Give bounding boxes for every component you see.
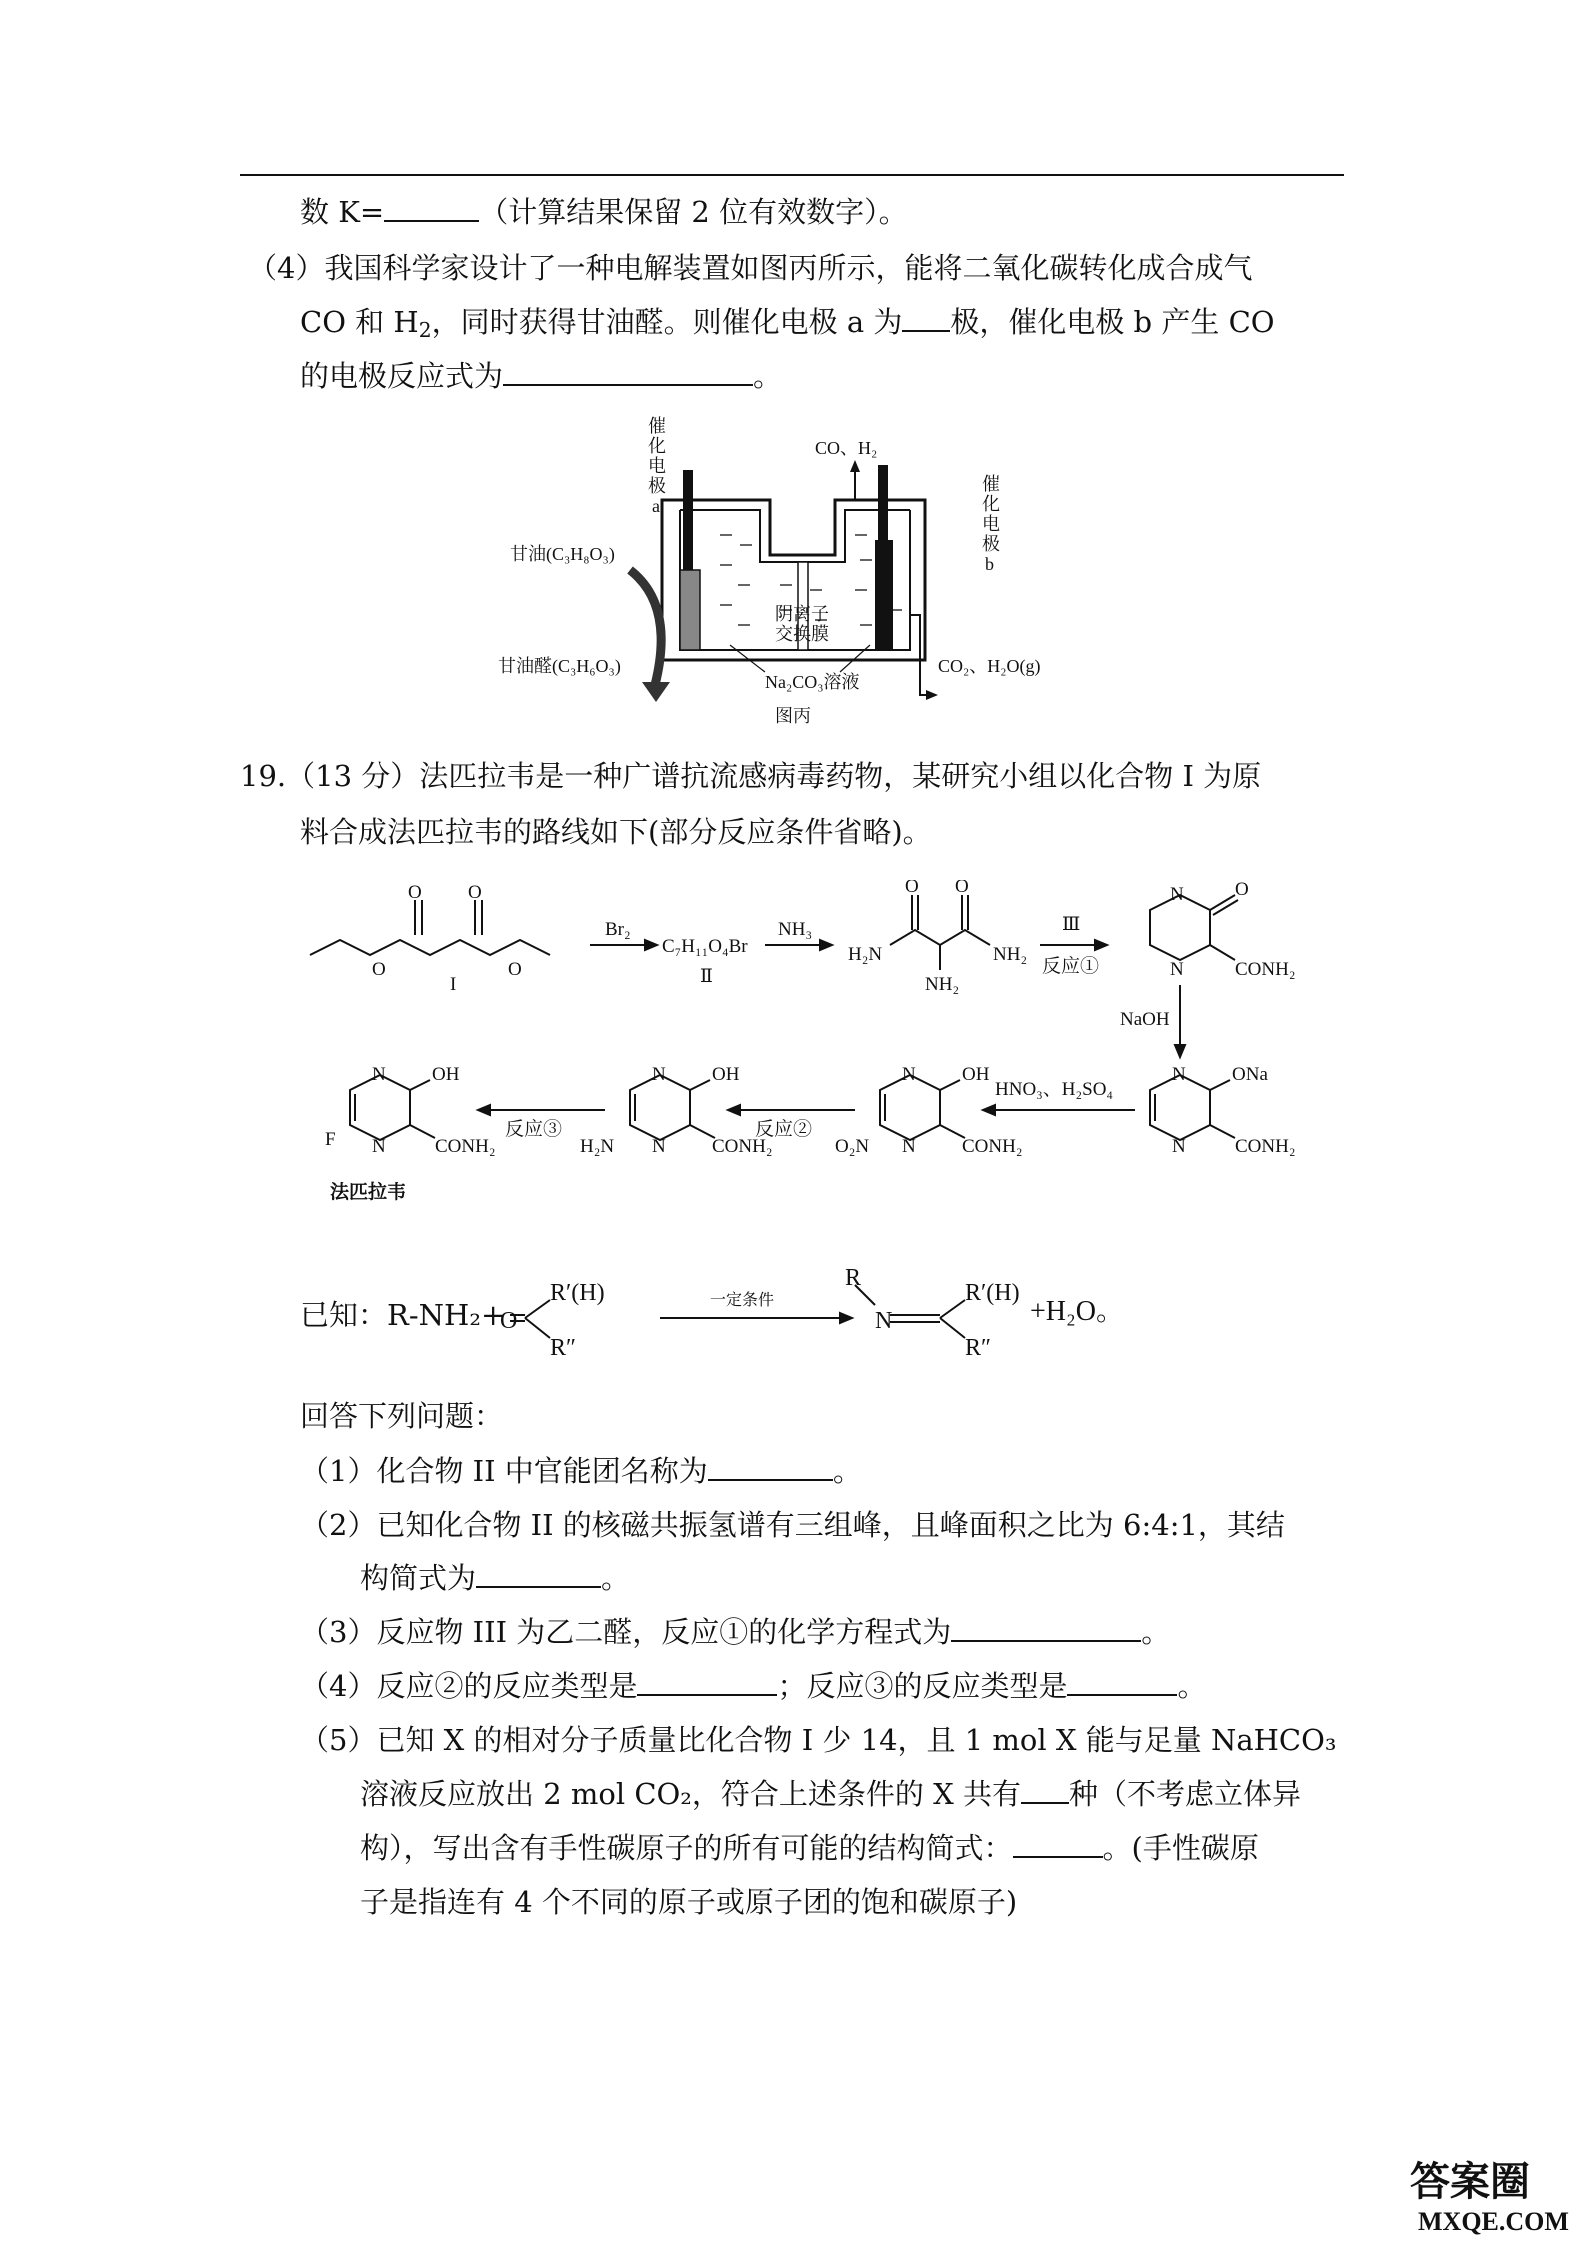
gas-out-arrow bbox=[850, 460, 860, 472]
q5-line-2 bbox=[360, 1774, 1301, 1814]
q5-text-3a: 构），写出含有手性碳原子的所有可能的结构简式： bbox=[360, 1831, 1013, 1865]
q5-text-2a: 溶液反应放出 2 mol CO₂，符合上述条件的 X 共有 bbox=[360, 1777, 1022, 1811]
electrode-b-label-3: 电 bbox=[982, 514, 1000, 534]
q5-text-3b: 。(手性碳原 bbox=[1102, 1831, 1259, 1865]
aminomalonamide-skeleton bbox=[890, 930, 990, 945]
q4-line-1 bbox=[248, 248, 1252, 288]
glycerol-flow-arrow bbox=[630, 570, 661, 685]
text-k-note: （计算结果保留 2 位有效数字）。 bbox=[479, 195, 908, 229]
known-atom-n: N bbox=[875, 1308, 893, 1334]
figure-caption: 图丙 bbox=[775, 706, 811, 726]
q4-line-3 bbox=[300, 356, 782, 396]
group-conh2-2: CONH₂ bbox=[1235, 1136, 1296, 1157]
q5-line-3 bbox=[360, 1828, 1259, 1868]
atom-n-3: N bbox=[1172, 1064, 1186, 1085]
atom-n-9: N bbox=[372, 1064, 386, 1085]
q2-text-2b: 。 bbox=[601, 1561, 631, 1595]
gas-in-arrow bbox=[926, 690, 938, 700]
answer-blank-q3[interactable] bbox=[951, 1614, 1141, 1642]
q4b-text-b: ；反应③的反应类型是 bbox=[777, 1669, 1068, 1703]
group-nh2-right: NH₂ bbox=[993, 944, 1028, 965]
q1-line bbox=[300, 1451, 862, 1491]
atom-o-4: O bbox=[508, 959, 522, 980]
atom-n-6: N bbox=[902, 1136, 916, 1157]
q5-text-2b: 种（不考虑立体异 bbox=[1069, 1777, 1302, 1811]
known-condition: 一定条件 bbox=[710, 1292, 775, 1309]
label-reaction1: 反应① bbox=[1042, 956, 1100, 977]
q4-text-2a: CO 和 H bbox=[300, 305, 419, 339]
q1-text-b: 。 bbox=[832, 1454, 862, 1488]
electrode-a-label-2: 化 bbox=[648, 436, 666, 456]
q19-line-1 bbox=[240, 756, 1261, 796]
group-h2n: H₂N bbox=[848, 944, 883, 965]
q4-text-2c: 极，催化电极 b 产生 CO bbox=[950, 305, 1275, 339]
atom-n-5: N bbox=[902, 1064, 916, 1085]
gas-in-label: CO₂、H₂O(g) bbox=[938, 656, 1041, 676]
atom-o-3: O bbox=[372, 959, 386, 980]
q4-text-1: （4）我国科学家设计了一种电解装置如图丙所示，能将二氧化碳转化成合成气 bbox=[248, 251, 1253, 285]
q4-text-3b: 。 bbox=[753, 359, 783, 393]
solution-label: Na₂CO₃溶液 bbox=[765, 672, 860, 692]
group-oh-3: OH bbox=[432, 1064, 460, 1085]
label-reaction2: 反应② bbox=[755, 1119, 813, 1140]
text-k: 数 K= bbox=[300, 195, 385, 229]
q5-line-4 bbox=[360, 1882, 1017, 1922]
known-r: R bbox=[845, 1265, 862, 1291]
q5-text-4: 子是指连有 4 个不同的原子或原子团的饱和碳原子) bbox=[360, 1885, 1018, 1919]
watermark-url: MXQE.COM bbox=[1418, 2207, 1569, 2236]
electrode-b-plate bbox=[875, 540, 893, 650]
electrode-a-label-4: 极 bbox=[648, 476, 666, 496]
formula-compound-II: C₇H₁₁O₄Br bbox=[662, 936, 748, 957]
atom-n-2: N bbox=[1170, 959, 1184, 980]
reagent-nh3: NH₃ bbox=[778, 919, 813, 940]
q2-line-1 bbox=[300, 1505, 1285, 1545]
group-conh2-4: CONH₂ bbox=[712, 1136, 773, 1157]
electrode-a-plate bbox=[680, 570, 700, 650]
q4b-line bbox=[300, 1666, 1206, 1706]
glyceraldehyde-arrow-head bbox=[642, 682, 670, 702]
group-conh2-1: CONH₂ bbox=[1235, 959, 1296, 980]
known-prefix: 已知： bbox=[300, 1298, 388, 1332]
known-r1h-left: R′(H) bbox=[550, 1280, 605, 1306]
atom-n-4: N bbox=[1172, 1136, 1186, 1157]
atom-o-2: O bbox=[468, 882, 482, 903]
q5-text-1: （5）已知 X 的相对分子质量比化合物 I 少 14，且 1 mol X 能与足量 NaHCO₃ bbox=[300, 1723, 1337, 1757]
answer-blank-q2[interactable] bbox=[476, 1560, 601, 1588]
atom-o-ring1: O bbox=[1235, 880, 1249, 900]
q2-text-2a: 构简式为 bbox=[360, 1561, 477, 1595]
electrolysis-apparatus-diagram bbox=[480, 410, 1100, 740]
q5-line-1 bbox=[300, 1720, 1337, 1760]
reagent-br2: Br₂ bbox=[605, 919, 631, 940]
known-r1h-right: R′(H) bbox=[965, 1280, 1020, 1306]
text-line-k bbox=[300, 192, 908, 232]
known-atom-o: O bbox=[500, 1308, 518, 1334]
atom-n-7: N bbox=[652, 1064, 666, 1085]
label-favipiravir: 法匹拉韦 bbox=[330, 1182, 407, 1203]
atom-o-6: O bbox=[955, 880, 969, 897]
electrode-a-label-1: 催 bbox=[648, 416, 666, 436]
label-compound-II: Ⅱ bbox=[700, 966, 713, 987]
electrode-b-label-4: 极 bbox=[982, 534, 1000, 554]
group-oh-2: OH bbox=[712, 1064, 740, 1085]
electrode-a-label-5: a bbox=[652, 496, 660, 516]
answer-intro bbox=[300, 1396, 503, 1436]
answer-blank-q4-type2[interactable] bbox=[637, 1668, 777, 1696]
atom-o-5: O bbox=[905, 880, 919, 897]
q4-line-2 bbox=[300, 302, 1275, 342]
group-oh-1: OH bbox=[962, 1064, 990, 1085]
intro-text: 回答下列问题： bbox=[300, 1399, 504, 1433]
watermark-logo bbox=[1400, 2150, 1580, 2240]
electrode-b-label-5: b bbox=[985, 554, 994, 574]
group-o2n: O₂N bbox=[835, 1136, 870, 1157]
electrode-a-label-3: 电 bbox=[648, 456, 666, 476]
header-rule bbox=[240, 174, 1344, 176]
answer-blank-q1[interactable] bbox=[708, 1453, 833, 1481]
synthesis-route-diagram bbox=[300, 880, 1310, 1220]
compound-I-skeleton bbox=[310, 940, 550, 955]
electrode-b-label-2: 化 bbox=[982, 494, 1000, 514]
glycerol-label: 甘油(C₃H₈O₃) bbox=[510, 544, 615, 564]
answer-blank-q5-count[interactable] bbox=[1021, 1776, 1069, 1804]
answer-blank-q4-type3[interactable] bbox=[1067, 1668, 1177, 1696]
q19-text-1: 19.（13 分）法匹拉韦是一种广谱抗流感病毒药物，某研究小组以化合物 I 为原 bbox=[240, 759, 1262, 793]
known-rnh2: R-NH₂+ bbox=[387, 1298, 506, 1332]
q4b-text-c: 。 bbox=[1177, 1669, 1207, 1703]
known-r2-left: R″ bbox=[550, 1335, 577, 1361]
answer-blank-k[interactable] bbox=[384, 194, 479, 222]
q2-text-1: （2）已知化合物 II 的核磁共振氢谱有三组峰，且峰面积之比为 6:4:1，其结 bbox=[300, 1508, 1285, 1542]
q4b-text-a: （4）反应②的反应类型是 bbox=[300, 1669, 638, 1703]
known-reaction-diagram bbox=[500, 1260, 1400, 1380]
electrode-b-label-1: 催 bbox=[982, 474, 1000, 494]
gas-out-label: CO、H₂ bbox=[815, 438, 878, 458]
known-r2-right: R″ bbox=[965, 1335, 992, 1361]
gas-inlet-pipe bbox=[910, 615, 930, 695]
q3-text-a: （3）反应物 III 为乙二醛，反应①的化学方程式为 bbox=[300, 1615, 952, 1649]
q4-sub-2: 2 bbox=[418, 318, 432, 343]
membrane-label-1: 阴离子 bbox=[775, 604, 829, 624]
label-compound-I: I bbox=[450, 974, 457, 995]
group-conh2-3: CONH₂ bbox=[962, 1136, 1023, 1157]
answer-blank-q5-structure[interactable] bbox=[1013, 1830, 1103, 1858]
atom-n-1: N bbox=[1170, 884, 1184, 905]
atom-n-10: N bbox=[372, 1136, 386, 1157]
q4-text-2b: ，同时获得甘油醛。则催化电极 a 为 bbox=[431, 305, 903, 339]
label-reaction3: 反应③ bbox=[505, 1119, 563, 1140]
watermark-brand: 答案圈 bbox=[1410, 2159, 1530, 2204]
electrode-a-rod bbox=[683, 470, 693, 570]
glyceraldehyde-label: 甘油醛(C₃H₆O₃) bbox=[498, 656, 621, 676]
atom-n-8: N bbox=[652, 1136, 666, 1157]
q1-text-a: （1）化合物 II 中官能团名称为 bbox=[300, 1454, 708, 1488]
atom-f: F bbox=[325, 1129, 336, 1150]
q3-text-b: 。 bbox=[1141, 1615, 1171, 1649]
q19-line-2 bbox=[300, 812, 932, 852]
group-conh2-5: CONH₂ bbox=[435, 1136, 496, 1157]
answer-blank-electrode[interactable] bbox=[902, 304, 950, 332]
reagent-naoh: NaOH bbox=[1120, 1009, 1170, 1030]
answer-blank-electrode-equation[interactable] bbox=[503, 358, 753, 386]
q19-text-2: 料合成法匹拉韦的路线如下(部分反应条件省略)。 bbox=[300, 815, 932, 849]
group-nh2-mid: NH₂ bbox=[925, 974, 960, 995]
group-h2n-2: H₂N bbox=[580, 1136, 615, 1157]
group-ona: ONa bbox=[1232, 1064, 1268, 1085]
reagent-III: Ⅲ bbox=[1062, 914, 1081, 935]
known-reaction-line bbox=[300, 1295, 505, 1335]
atom-o-1: O bbox=[408, 882, 422, 903]
q4-text-3a: 的电极反应式为 bbox=[300, 359, 504, 393]
membrane-label-2: 交换膜 bbox=[775, 624, 829, 644]
known-suffix: +H₂O。 bbox=[1030, 1296, 1124, 1327]
q2-line-2 bbox=[360, 1558, 630, 1598]
q3-line bbox=[300, 1612, 1170, 1652]
reagent-nitration: HNO₃、H₂SO₄ bbox=[995, 1079, 1114, 1100]
